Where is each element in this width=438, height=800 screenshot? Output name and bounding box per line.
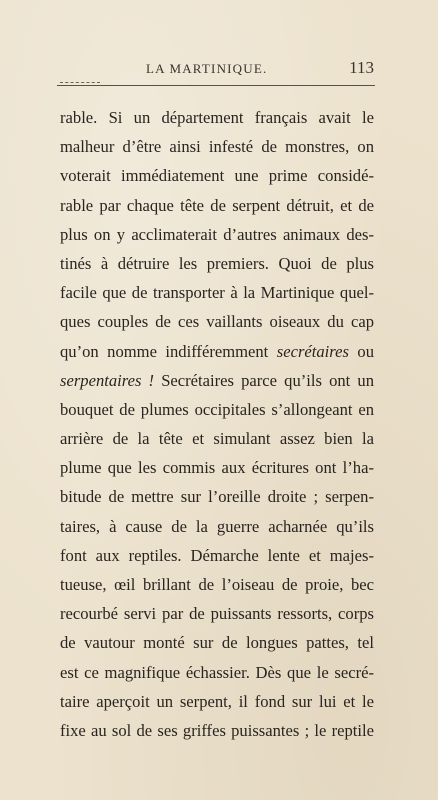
text-segment: Secrétaires parce qu’ils ont un xyxy=(154,370,374,390)
text-line: rable. Si un département français avait le xyxy=(60,108,374,127)
text-line-with-italic xyxy=(60,366,374,395)
text-line: tueuse, œil brillant de l’oiseau de proie, bec xyxy=(60,575,374,594)
text-line: font aux reptiles. Démarche lente et majes- xyxy=(60,545,374,565)
italic-term: secrétaires xyxy=(276,341,349,361)
running-head xyxy=(60,58,374,78)
text-line: est ce magnifique échassier. Dès que le secré- xyxy=(60,662,374,682)
text-line: voterait immédiatement une prime considé- xyxy=(60,166,374,186)
italic-term: serpentaires ! xyxy=(60,370,155,390)
page-number: 113 xyxy=(349,58,374,77)
text-segment: ou xyxy=(348,341,374,361)
text-line: rable par chaque tête de serpent détruit, et de xyxy=(60,195,374,215)
text-line: tinés à détruire les premiers. Quoi de plus xyxy=(60,253,374,273)
running-title: LA MARTINIQUE. xyxy=(146,61,268,76)
text-line-with-italic xyxy=(60,337,374,366)
text-segment: qu’on nomme indifféremment xyxy=(60,341,277,361)
text-line: ques couples de ces vaillants oiseaux du cap xyxy=(60,312,374,332)
header-rule-dash xyxy=(60,82,100,83)
text-line: plus on y acclimaterait d’autres animaux des- xyxy=(60,224,374,244)
text-line: fixe au sol de ses griffes puissantes ; le reptile xyxy=(60,720,374,740)
text-line: taire aperçoit un serpent, il fond sur lui et le xyxy=(60,691,374,711)
text-line: taires, à cause de la guerre acharnée qu’ils xyxy=(60,516,374,536)
text-line: bitude de mettre sur l’oreille droite ; serpen- xyxy=(60,487,374,507)
text-line: plume que les commis aux écritures ont l’ha- xyxy=(60,458,374,478)
text-line: facile que de transporter à la Martinique quel- xyxy=(60,283,374,303)
text-line: recourbé servi par de puissants ressorts, corps xyxy=(60,604,374,624)
text-line: malheur d’être ainsi infesté de monstres, on xyxy=(60,137,374,157)
header-rule xyxy=(57,85,375,86)
body-text xyxy=(60,103,374,745)
text-line: arrière de la tête et simulant assez bien la xyxy=(60,429,374,449)
text-line: de vautour monté sur de longues pattes, tel xyxy=(60,633,374,653)
text-line: bouquet de plumes occipitales s’allongeant en xyxy=(60,399,374,419)
